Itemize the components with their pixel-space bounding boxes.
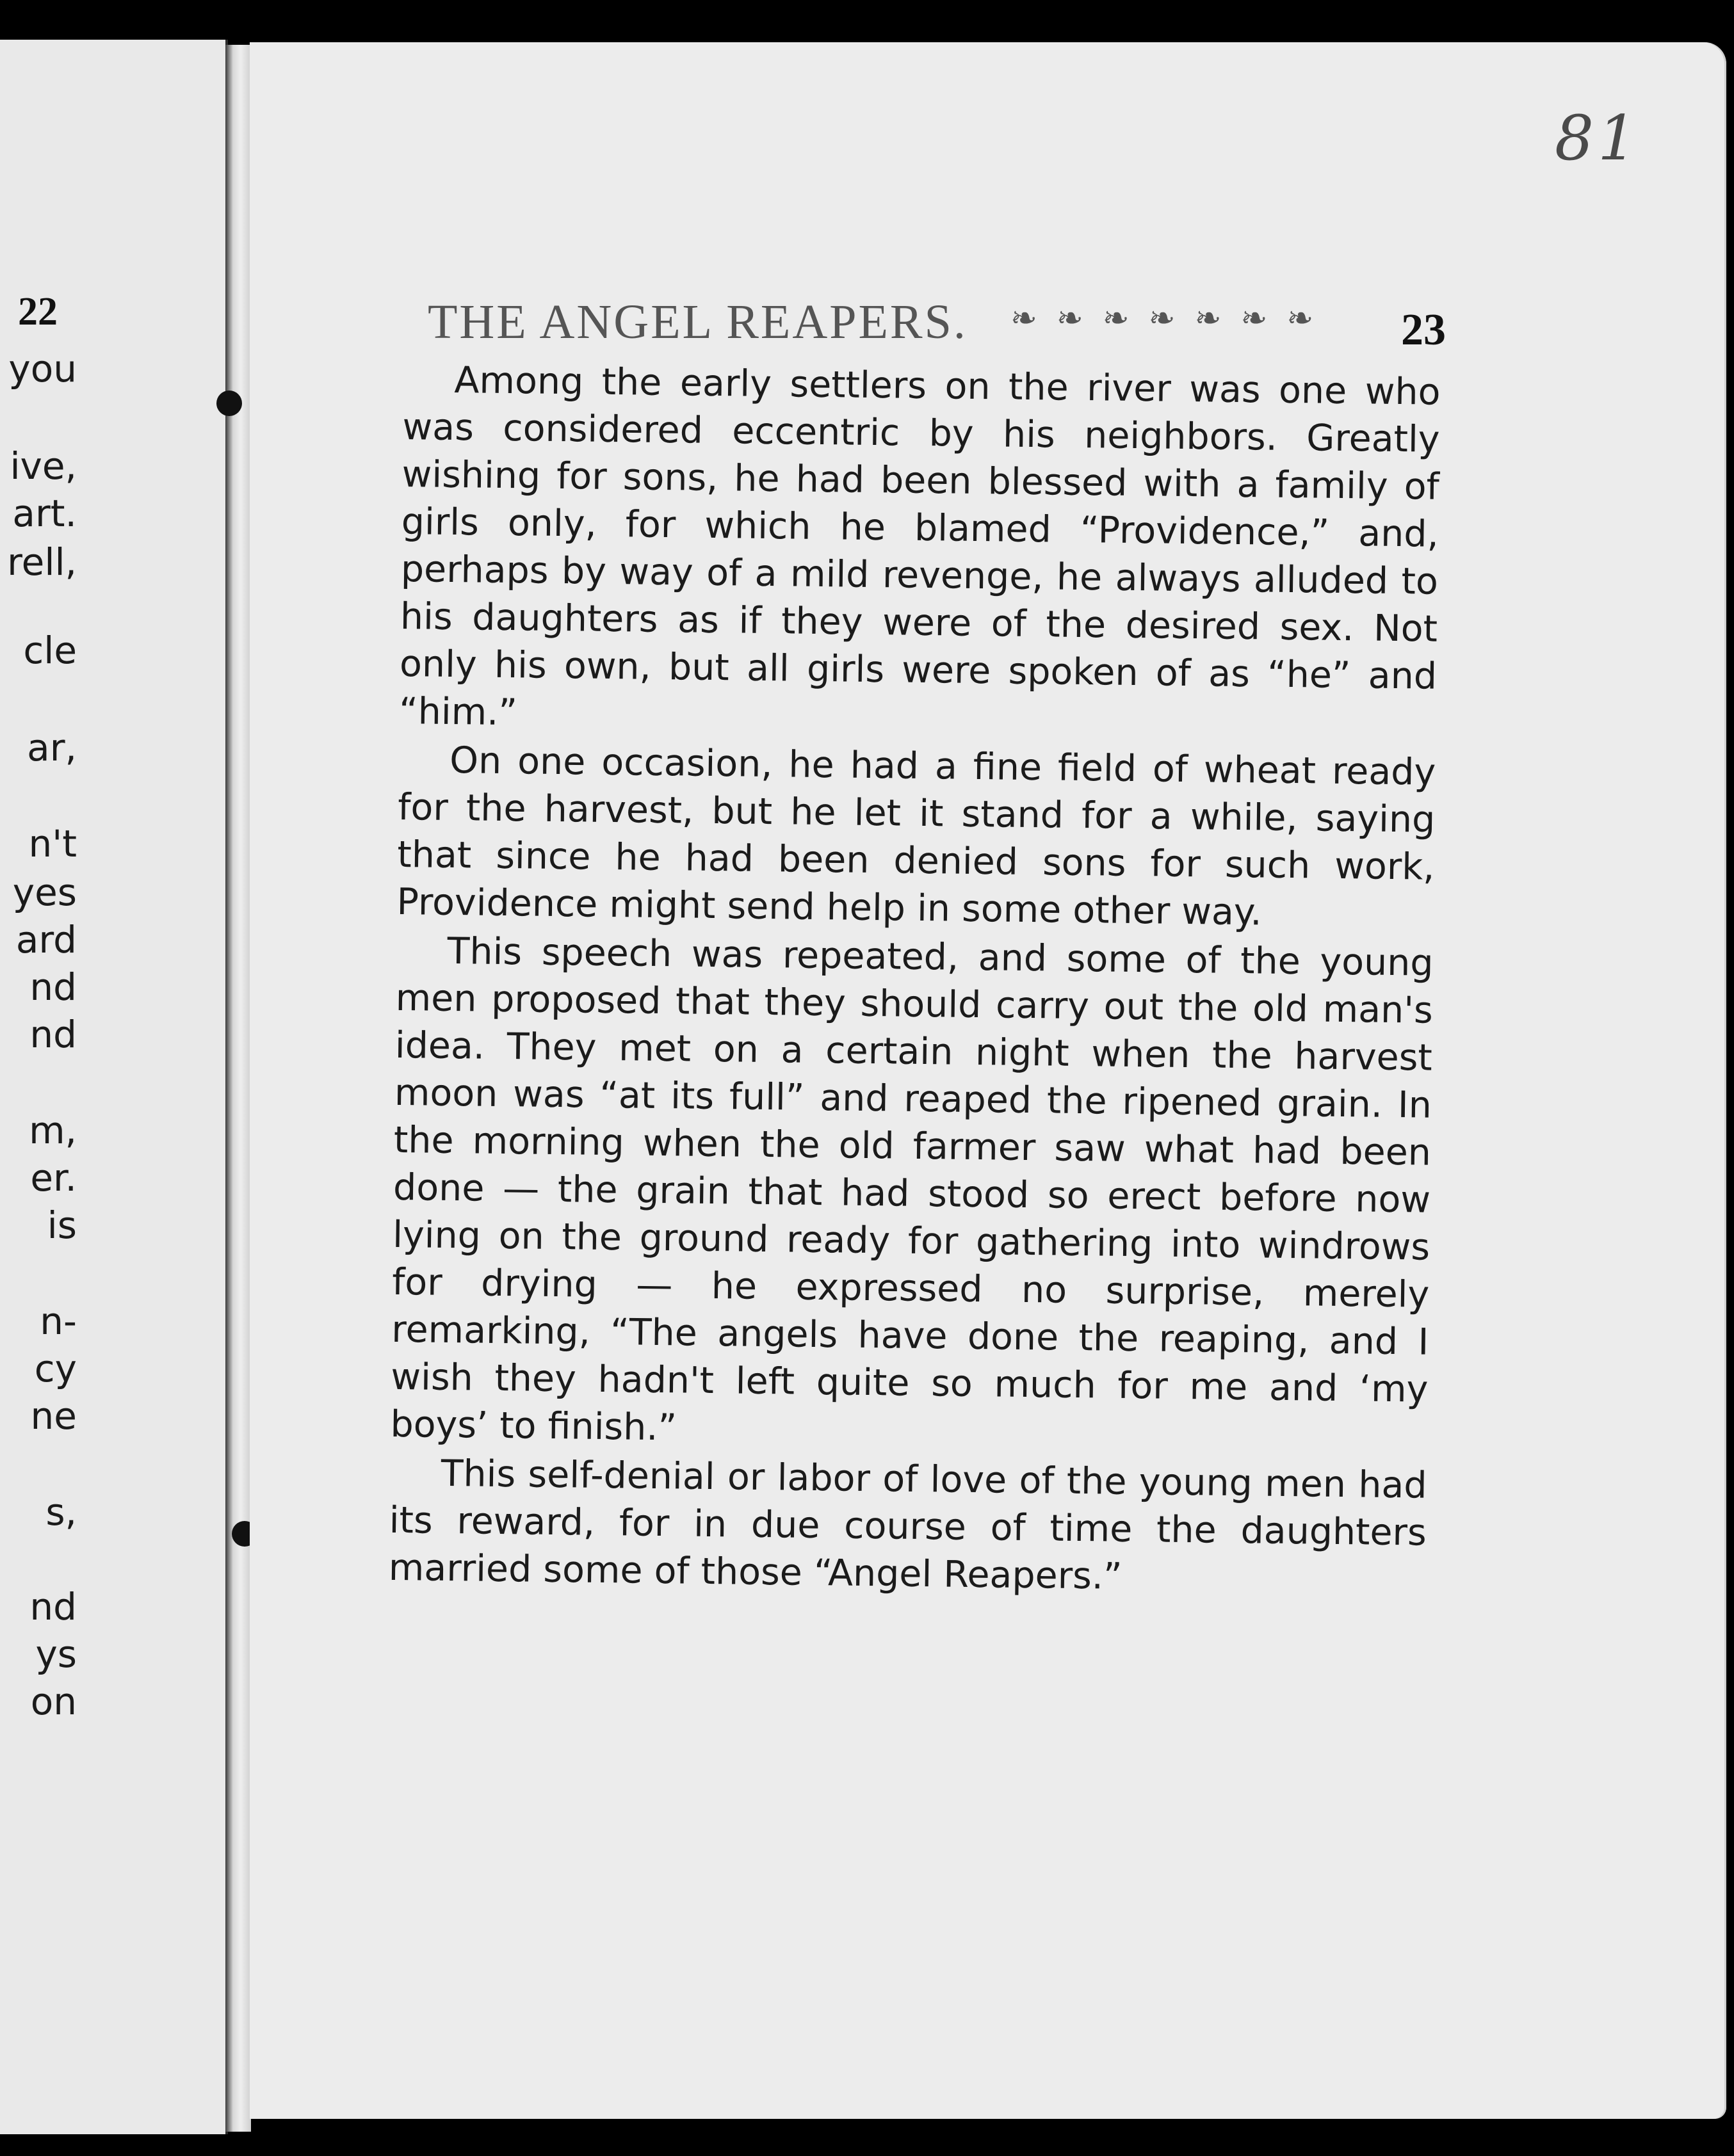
chapter-title: THE ANGEL REAPERS. [428, 295, 968, 349]
line-fragment: is [47, 1203, 77, 1247]
running-head [428, 294, 1446, 365]
body-text [388, 356, 1440, 1605]
ornament-row: ❧❧❧❧❧❧❧ [1010, 300, 1333, 337]
line-fragment: on [30, 1680, 77, 1723]
line-fragment: ard [15, 918, 77, 961]
line-fragment: er. [30, 1156, 77, 1200]
line-fragment: ys [35, 1632, 77, 1676]
line-fragment: ne [30, 1394, 77, 1438]
line-fragment: nd [29, 1013, 77, 1056]
handwritten-folio-number: 81 [1555, 102, 1641, 174]
line-fragment: you [8, 347, 77, 390]
line-fragment: yes [12, 871, 77, 914]
line-fragment: art. [12, 492, 77, 535]
line-fragment: nd [29, 965, 77, 1009]
paragraph: This speech was repeated, and some of the young men proposed that they should carry out the old man's idea. They met on a certain night when the harvest moon was “at its full” and reaped the ripened grain. In the morning when the old farmer saw what had been done — the grain that had stood so erect before now lying on the ground ready for gathering into windrows for drying — he expressed no surprise, merely remarking, “The angels have done the reaping, and I wish they hadn't left quite so much for me and ‘my boys’ to finish.” [390, 929, 1434, 1449]
line-fragment: ive, [10, 444, 77, 488]
left-page [0, 40, 228, 2134]
line-fragment: m, [29, 1109, 77, 1152]
line-fragment: ar, [27, 726, 77, 769]
book-spine [225, 45, 251, 2132]
line-fragment: n- [40, 1299, 77, 1343]
line-fragment: cle [23, 629, 77, 672]
line-fragment: cy [34, 1347, 77, 1390]
line-fragment: nd [29, 1585, 77, 1629]
paragraph: This self-denial or labor of love of the young men had its reward, for in due course of time the daughters married some of those “Angel Reapers.” [388, 1452, 1427, 1598]
line-fragment: s, [45, 1490, 77, 1534]
page-number: 23 [1401, 305, 1446, 355]
line-fragment: rell, [7, 540, 77, 584]
paragraph: Among the early settlers on the river was one who was considered eccentric by his neighbors. Greatly wishing for sons, he had been blessed with a family of girls only, for which he blamed “Providence,” and, perhaps by way of a mild revenge, he always alluded to his daughters as if they were of the desired sex. Not only his own, but all girls were spoken of as “he” and “him.” [398, 358, 1441, 734]
binding-hole [216, 390, 242, 416]
line-fragment: n't [28, 822, 77, 865]
left-page-number: 22 [18, 290, 58, 334]
paragraph: On one occasion, he had a fine field of wheat ready for the harvest, but he let it stand for a while, saying that since he had been denied sons for such work, Providence might send help in some other way. [396, 739, 1436, 934]
